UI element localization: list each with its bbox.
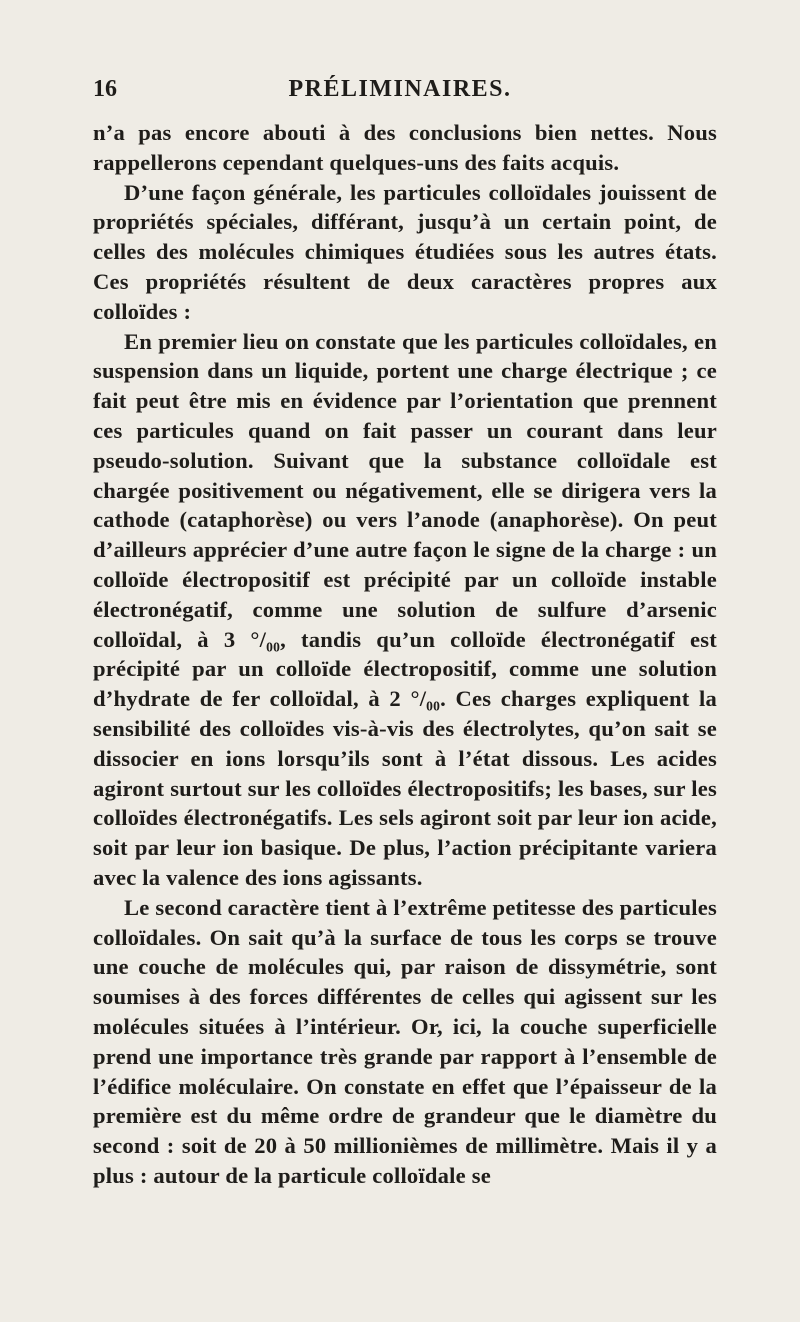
running-title: PRÉLIMINAIRES.	[288, 76, 512, 102]
paragraph-general-properties: D’une façon générale, les particules colloïdales jouissent de propriétés spéciales, différant, jusqu’à un certain point, de celles des molécules chimiques étudiées sous les autres états. Ces propriétés résultent de deux caractères propres aux colloïdes :	[93, 179, 717, 324]
paragraph-electric-charge: En premier lieu on constate que les particules colloïdales, en suspension dans un liquide, portent une charge électrique ; ce fait peut être mis en évidence par l’orientation que prennent ces particules quand on fait passer un courant dans leur pseudo-solution. Suivant que la substance colloïdale est chargée positivement ou négativement, elle se dirigera vers la cathode (cataphorèse) ou vers l’anode (anaphorèse). On peut d’ailleurs apprécier d’une autre façon le signe de la charge : un colloïde électropositif est précipité par un colloïde instable électronégatif, comme une solution de sulfure d’arsenic colloïdal, à 3 °/₀₀, tandis qu’un colloïde électronégatif est précipité par un colloïde électropositif, comme une solution d’hydrate de fer colloïdal, à 2 °/₀₀. Ces charges expliquent la sensibilité des colloïdes vis-à-vis des électrolytes, qu’on sait se dissocier en ions lorsqu’ils sont à l’état dissous. Les acides agiront surtout sur les colloïdes électropositifs; les bases, sur les colloïdes électronégatifs. Les sels agiront soit par leur ion acide, soit par leur ion basique. De plus, l’action précipitante variera avec la valence des ions agissants.	[93, 328, 717, 890]
page-header	[93, 76, 707, 116]
page-number: 16	[93, 76, 117, 102]
paragraph-continuation: n’a pas encore abouti à des conclusions bien nettes. Nous rappellerons cependant quelques-uns des faits acquis.	[93, 120, 717, 175]
paragraph-particle-size: Le second caractère tient à l’extrême petitesse des particules colloïdales. On sait qu’à la surface de tous les corps se trouve une couche de molécules qui, par raison de dissymétrie, sont soumises à des forces différentes de celles qui agissent sur les molécules situées à l’intérieur. Or, ici, la couche superficielle prend une importance très grande par rapport à l’ensemble de l’édifice moléculaire. On constate en effet que l’épaisseur de la première est du même ordre de grandeur que le diamètre du second : soit de 20 à 50 millionièmes de millimètre. Mais il y a plus : autour de la particule colloïdale se	[93, 894, 717, 1188]
body-text	[93, 118, 717, 1191]
